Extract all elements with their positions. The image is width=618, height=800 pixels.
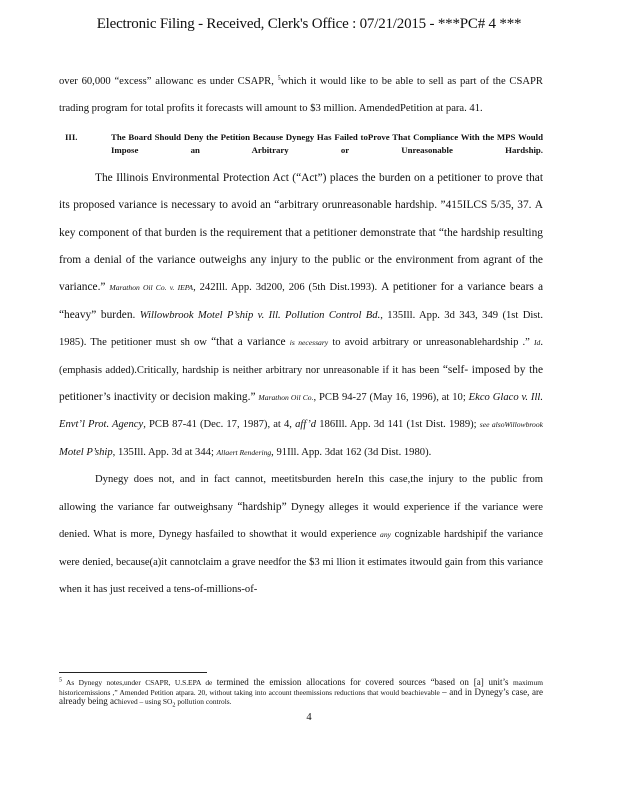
section-number: III. [65,131,78,142]
footnote-reference: 5 [277,75,281,82]
paragraph-continuation: over 60,000 “excess” allowanc es under CSAPR, $^5$which it would like to be able to sell as part of the CSAPR trading program for total profits it forecasts will amount to $3 million. AmendedPetition at para. 41. [59,75,543,115]
case-citation: Marathon Oil Co. [258,393,314,403]
section-heading [59,123,543,165]
paragraph-burden: The Illinois Environmental Protection Act (“Act”) places the burden on a petitioner to prove that its proposed variance is necessary to avoid an “arbitrary orunreasonable hardship. ”415ILCS 5/35, 37. A key component of that burden is the requirement that a petitioner demonstrate that “the hardship resulting from a denial of the variance outweighs any injury to the public or the environment from agrant of the variance.” Marathon Oil Co. v. IEPA, 242Ill. App. 3d200, 206 (5th Dist.1993). A petitioner for a variance bears a “heavy” burden. Willowbrook Motel P’ship v. Ill. Pollution Control Bd., 135Ill. App. 3d 343, 349 (1st Dist. 1985). The petitioner must sh ow “that a variance is necessary to avoid arbitrary or unreasonablehardship .” Id. (emphasis added).Critically, hardship is neither arbitrary nor unreasonable if it has been “self- imposed by the petitioner’s inactivity or decision making.” Marathon Oil Co., PCB 94-27 (May 16, 1996), at 10; Ekco Glaco v. Ill. Envt’l Prot. Agency, PCB 87-41 (Dec. 17, 1987), at 4, aff’d 186Ill. App. 3d 141 (1st Dist. 1989); see alsoWillowbrook Motel P’ship, 135Ill. App. 3d at 344; Allaert Rendering, 91Ill. App. 3dat 162 (3d Dist. 1980). [59,171,544,458]
document-body [59,68,543,603]
page-number: 4 [306,712,312,723]
filing-header: Electronic Filing - Received, Clerk's Office : 07/21/2015 - ***PC# 4 *** [96,16,522,32]
footnote-divider [59,672,207,673]
case-citation: Motel P’ship [59,446,113,458]
footnote-5: $^5$ As Dynegy notes,under CSAPR, U.S.EPA de termined the emission allocations for covered sources “based on [a] unit’s maximum historicemissions ,” Amended Petition atpara. 20, without taking into account theemissions reductions that would beachievable – and in Dynegy’s case, are already being achieved – using $SO_2$ pollution controls. [59,677,544,709]
case-citation: Allaert Rendering [216,447,272,457]
paragraph-dynegy: Dynegy does not, and in fact cannot, meetitsburden hereIn this case,the injury to the public from allowing the variance far outweighsany “hardship” Dynegy alleges it would experience if the variance were denied. What is more, Dynegy hasfailed to showthat it would experience any cognizable hardshipif the variance were denied, because(a)it cannotclaim a grave needfor the $3 mi llion it estimates itwould gain from this variance when it has just received a tens-of-millions-of- [59,474,543,595]
case-citation: Willowbrook Motel P’ship v. Ill. Pollution Control Bd. [139,309,381,321]
footnote-area [59,672,543,711]
case-citation: Ekco Glaco v. Ill. Envt’l Prot. Agency [59,392,543,431]
case-citation: Marathon Oil Co. v. IEPA [109,283,194,293]
section-title: The Board Should Deny the Petition Because Dynegy Has Failed toProve That Compliance With the MPS Would Impose an Arbitrary or Unreasonable Hardship. [111,131,543,155]
